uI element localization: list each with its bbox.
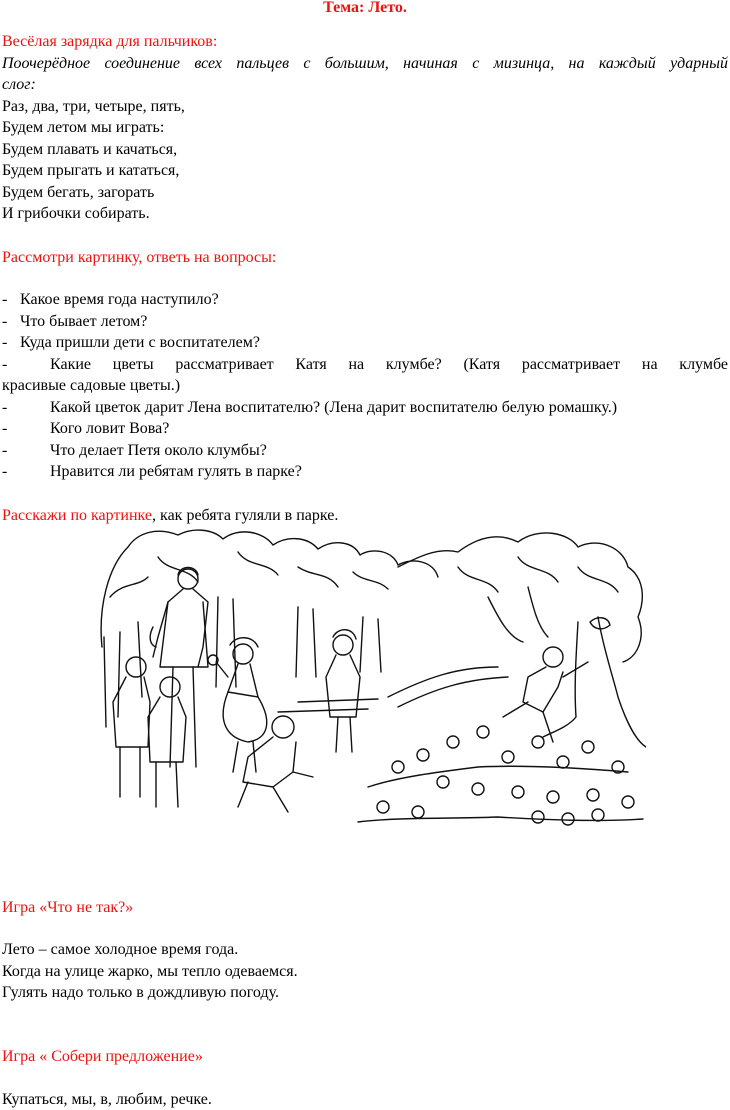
list-dash: - — [2, 442, 8, 459]
story-prompt — [2, 506, 338, 526]
game-sentence-heading: Игра « Собери предложение» — [2, 1048, 203, 1065]
park-illustration — [98, 527, 646, 832]
finger-exercise-instruction: Поочерёдное соединение всех пальцев с большим, начиная с мизинца, на каждый ударный — [2, 55, 728, 72]
question-text: Что делает Петя около клумбы? — [50, 442, 267, 459]
list-dash: - — [2, 334, 8, 351]
poem-line: Будем бегать, загорать — [2, 184, 155, 201]
question-text: Что бывает летом? — [20, 313, 148, 330]
poem-line: И грибочки собирать. — [2, 205, 150, 222]
poem-line: Будем летом мы играть: — [2, 119, 165, 136]
question-text: Какое время года наступило? — [20, 291, 219, 308]
girl-standing — [326, 630, 360, 752]
statement-line: Лето – самое холодное время года. — [2, 941, 239, 958]
list-dash: - — [2, 463, 8, 480]
sentence-words: Купаться, мы, в, любим, речке. — [2, 1091, 212, 1108]
list-dash: - — [2, 420, 8, 437]
question-text: Куда пришли дети с воспитателем? — [20, 334, 260, 351]
tree-trunk — [104, 597, 381, 727]
list-dash: - — [2, 291, 8, 308]
story-prompt-highlight: Расскажи по картинке — [2, 507, 153, 524]
tree-trunk — [543, 617, 646, 747]
question-text-cont: красивые садовые цветы.) — [2, 377, 181, 394]
poem-line: Будем прыгать и кататься, — [2, 162, 180, 179]
list-dash: - — [2, 356, 8, 373]
list-dash: - — [2, 399, 8, 416]
questions-heading: Рассмотри картинку, ответь на вопросы: — [2, 249, 277, 266]
statement-line: Когда на улице жарко, мы тепло одеваемся. — [2, 963, 298, 980]
girl-with-flower — [208, 638, 267, 772]
statement-line: Гулять надо только в дождливую погоду. — [2, 984, 279, 1001]
poem-line: Будем плавать и качаться, — [2, 141, 178, 158]
question-text: Какой цветок дарит Лена воспитателю? (Лена дарит воспитателю белую ромашку.) — [50, 399, 618, 416]
question-text: Кого ловит Вова? — [50, 420, 170, 437]
teacher-figure — [150, 568, 208, 768]
list-dash: - — [2, 313, 8, 330]
crouching-boy — [238, 716, 313, 812]
story-prompt-rest: , как ребята гуляли в парке. — [152, 507, 339, 524]
poem-line: Раз, два, три, четыре, пять, — [2, 98, 185, 115]
question-text: Нравится ли ребятам гулять в парке? — [50, 463, 302, 480]
page-title: Тема: Лето. — [323, 0, 407, 16]
flower-bed — [358, 726, 643, 825]
finger-exercise-heading: Весёлая зарядка для пальчиков: — [2, 33, 218, 50]
boys-group — [113, 657, 186, 807]
game-what-wrong-heading: Игра «Что не так?» — [2, 899, 134, 916]
park-path — [388, 667, 508, 707]
question-text: Какие цветы рассматривает Катя на клумбе? (Катя рассматривает на клумбе — [50, 356, 728, 373]
finger-exercise-instruction-cont: слог: — [2, 76, 36, 93]
